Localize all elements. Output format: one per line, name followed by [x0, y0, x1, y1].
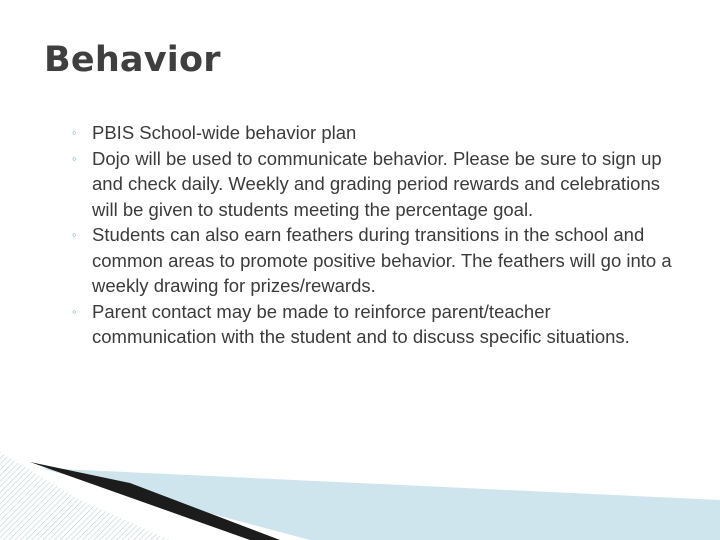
bullet-text: PBIS School-wide behavior plan	[92, 122, 357, 143]
bullet-marker-icon: ◦	[72, 303, 77, 319]
slide-title: Behavior	[44, 40, 221, 80]
bullet-item	[72, 299, 672, 350]
bullet-text: Parent contact may be made to reinforce parent/teacher communication with the student and to discuss specific situations.	[92, 300, 630, 347]
bullet-marker-icon: ◦	[72, 150, 77, 166]
bullet-marker-icon: ◦	[72, 227, 77, 242]
bullet-item	[72, 222, 672, 299]
bullet-text: Students can also earn feathers during transitions in the school and common areas to promote positive behavior. The feathers will go into a weekly drawing for prizes/rewards.	[92, 224, 672, 296]
bullet-text: Dojo will be used to communicate behavior. Please be sure to sign up and check daily. Weekly and grading period rewards and celebrations will be given to students meeting the percentage goal.	[92, 147, 662, 220]
bullet-marker-icon: ◦	[72, 125, 77, 140]
bullet-item	[72, 146, 672, 223]
bullet-item	[72, 120, 672, 146]
bullet-list	[72, 120, 672, 350]
